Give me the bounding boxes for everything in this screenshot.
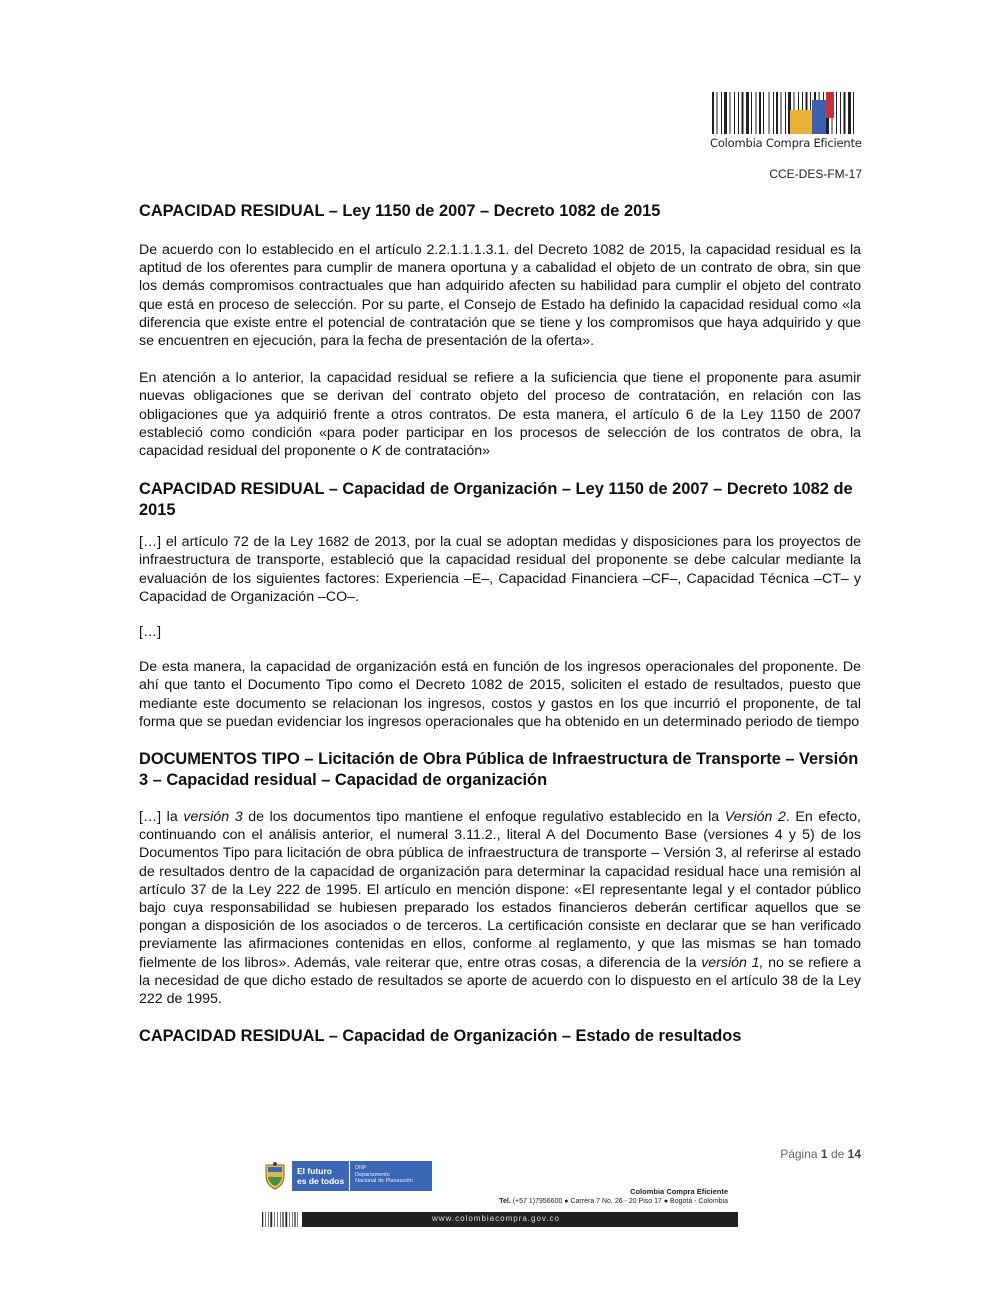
section-heading-3: DOCUMENTOS TIPO – Licitación de Obra Pública de Infraestructura de Transporte – Versión 3 – Capacidad residual – Capacidad de organización <box>139 750 859 790</box>
document-body <box>139 201 861 1047</box>
paragraph-1: De acuerdo con lo establecido en el artículo 2.2.1.1.1.3.1. del Decreto 1082 de 2015, la capacidad residual es la aptitud de los oferentes para cumplir de manera oportuna y a cabalidad el objeto de un contrato de obra, sin que los demás compromisos contractuales que han adquirido afecten su habilidad para cumplir el objeto del contrato que está en proceso de selección. Por su parte, el Consejo de Estado ha definido la capacidad residual como «la diferencia que existe entre el potencial de contratación que se tiene y los compromisos que haya adquirido y que se encuentren en ejecución, para la fecha de presentación de la oferta». <box>139 242 861 350</box>
section-heading-4: CAPACIDAD RESIDUAL – Capacidad de Organización – Estado de resultados <box>139 1027 742 1046</box>
page-number: Página 1 de 14 <box>780 1147 861 1161</box>
paragraph-3: […] el artículo 72 de la Ley 1682 de 2013, por la cual se adoptan medidas y disposiciones para los proyectos de infraestructura de transporte, estableció que la capacidad residual del proponente se debe calcular mediante la evaluación de los siguientes factores: Experiencia –E–, Capacidad Financiera –CF–, Capacidad Técnica –CT– y Capacidad de Organización –CO–. <box>139 534 861 605</box>
footer-address: Tel. (+57 1)7956600 ● Carrera 7 No. 26 - 20 Piso 17 ● Bogotá - Colombia <box>499 1198 728 1205</box>
footer-barcode-icon <box>262 1212 300 1227</box>
barcode-logo-icon <box>712 92 857 134</box>
coat-of-arms-icon <box>262 1162 288 1190</box>
paragraph-ellipsis: […] <box>139 624 162 641</box>
page-footer <box>262 1160 738 1230</box>
logo-text: Colombia Compra Eficiente <box>710 136 862 150</box>
colombia-compra-logo <box>700 92 865 152</box>
section-heading-2: CAPACIDAD RESIDUAL – Capacidad de Organización – Ley 1150 de 2007 – Decreto 1082 de 2015 <box>139 480 853 520</box>
footer-company: Colombia Compra Eficiente <box>630 1187 728 1196</box>
document-code: CCE-DES-FM-17 <box>769 167 862 181</box>
paragraph-6: […] la versión 3 de los documentos tipo mantiene el enfoque regulativo establecido en la Versión 2. En efecto, continuando con el análisis anterior, el numeral 3.11.2., literal A del Documento Base (versiones 4 y 5) de los Documentos Tipo para licitación de obra pública de infraestructura de transporte – Versión 3, al referirse al estado de resultados dentro de la capacidad de organización para determinar la capacidad residual hace una remisión al artículo 37 de la Ley 222 de 1995. El artículo en mención dispone: «El representante legal y el contador público bajo cuya responsabilidad se hubiesen preparado los estados financieros deberán certificar aquellos que se pongan a disposición de los asociados o de terceros. La certificación consiste en declarar que se han verificado previamente las afirmaciones contenidas en ellos, conforme al reglamento, y que las mismas se han tomado fielmente de los libros». Además, vale reiterar que, entre otras cosas, a diferencia de la versión 1, no se refiere a la necesidad de que dicho estado de resultados se aporte de acuerdo con lo dispuesto en el artículo 38 de la Ley 222 de 1995. <box>139 809 861 1008</box>
paragraph-5: De esta manera, la capacidad de organización está en función de los ingresos operacionales del proponente. De ahí que tanto el Documento Tipo como el Decreto 1082 de 2015, soliciten el estado de resultados, puesto que mediante este documento se relacionan los ingresos, costos y gastos en los que incurrió el proponente, de tal forma que se puedan evidenciar los ingresos operacionales que ha obtenido en un determinado periodo de tiempo <box>139 659 861 730</box>
section-heading-1: CAPACIDAD RESIDUAL – Ley 1150 de 2007 – Decreto 1082 de 2015 <box>139 202 661 220</box>
footer-url: www.colombiacompra.gov.co <box>432 1214 561 1223</box>
dnp-label: DNP Departamento Nacional de Planeación <box>349 1161 432 1191</box>
gov-slogan: El futuro es de todos <box>292 1161 349 1191</box>
paragraph-2: En atención a lo anterior, la capacidad residual se refiere a la suficiencia que tiene el proponente para asumir nuevas obligaciones que se derivan del contrato objeto del proceso de contratación, en relación con las obligaciones que ya adquirió frente a otros contratos. De esta manera, el artículo 6 de la Ley 1150 de 2007 estableció como condición «para poder participar en los procesos de selección de los contratos de obra, la capacidad residual del proponente o K de contratación» <box>139 370 861 460</box>
government-logo <box>262 1160 432 1192</box>
